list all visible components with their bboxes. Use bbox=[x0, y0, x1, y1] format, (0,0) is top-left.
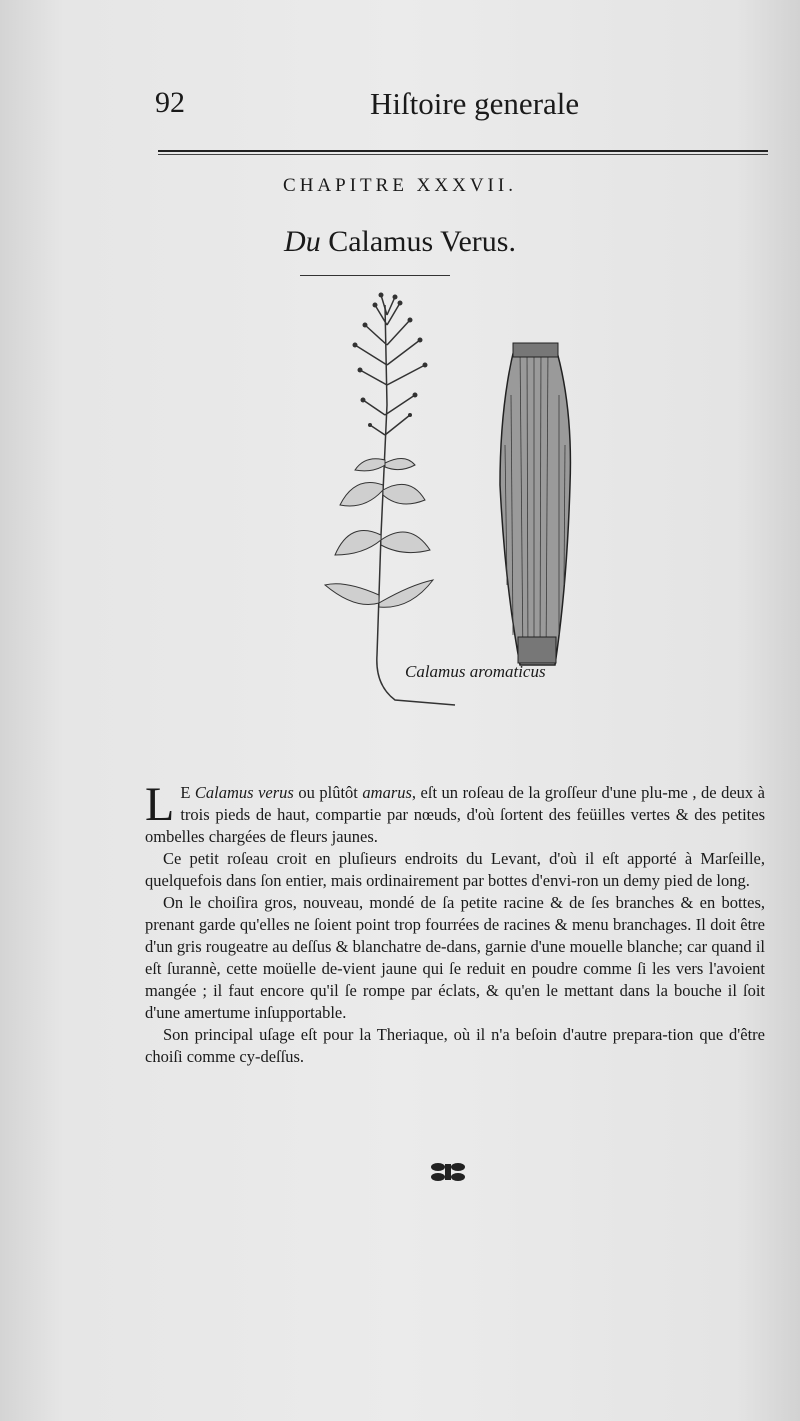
chapter-number: CHAPITRE XXXVII. bbox=[283, 175, 517, 196]
engraving-plate bbox=[315, 285, 615, 715]
reed-bundle bbox=[500, 343, 570, 665]
p1-text-b: ou plûtôt bbox=[293, 783, 363, 802]
plate-caption: Calamus aromaticus bbox=[405, 662, 546, 681]
flower-clusters bbox=[353, 293, 428, 428]
paragraph-2: Ce petit roſeau croit en pluſieurs endroits du Levant, d'où il eſt apporté à Marſeille, quelquefois dans ſon entier, mais ordinairement par bottes d'envi-ron un demy pied de long. bbox=[145, 849, 765, 890]
p1-text-a: E bbox=[180, 783, 195, 802]
paragraph-4: Son principal uſage eſt pour la Theriaque, où il n'a beſoin d'autre prepara-tion que d'être choiſi comme cy-deſſus. bbox=[145, 1025, 765, 1066]
p1-text-c: , eſt un roſeau de la groſſeur d'une plu-me , de deux à trois pieds de haut, compartie par nœuds, d'où ſortent des feüilles vertes & des petites ombelles chargées de fleurs jaunes. bbox=[145, 783, 765, 846]
fleuron-ornament-icon bbox=[428, 1160, 468, 1184]
page-number: 92 bbox=[155, 86, 185, 119]
page-header bbox=[155, 86, 765, 126]
header-rule bbox=[158, 150, 768, 155]
chapter-title-prefix: Du bbox=[284, 225, 321, 258]
paragraph-1 bbox=[145, 778, 765, 848]
body-text bbox=[145, 778, 765, 1068]
running-title: Hiſtoire generale bbox=[370, 86, 580, 121]
chapter-title-main: Calamus Verus. bbox=[328, 225, 516, 258]
title-rule bbox=[300, 275, 450, 276]
term-calamus-verus: Calamus verus bbox=[194, 783, 294, 802]
paragraph-3: On le choiſira gros, nouveau, mondé de ſa petite racine & de ſes branches & en bottes, prenant garde qu'elles ne ſoient point trop fourrées de racines & menu branchages. Il doit être d'un gris rougeatre au deſſus & blanchatre de-dans, garnie d'une mouelle blanche; car quand il eſt ſurannè, cette moüelle de-vient jaune qui ſe reduit en poudre comme ſi les vers l'avoient mangée ; il faut encore qu'il ſe rompe par éclats, & qu'en le mettant dans la bouche il ſoit d'une amertume inſupportable. bbox=[145, 893, 765, 1022]
term-amarus: amarus bbox=[362, 783, 412, 802]
drop-cap: L bbox=[145, 778, 175, 831]
chapter-title bbox=[0, 225, 800, 259]
calamus-engraving bbox=[315, 285, 615, 715]
